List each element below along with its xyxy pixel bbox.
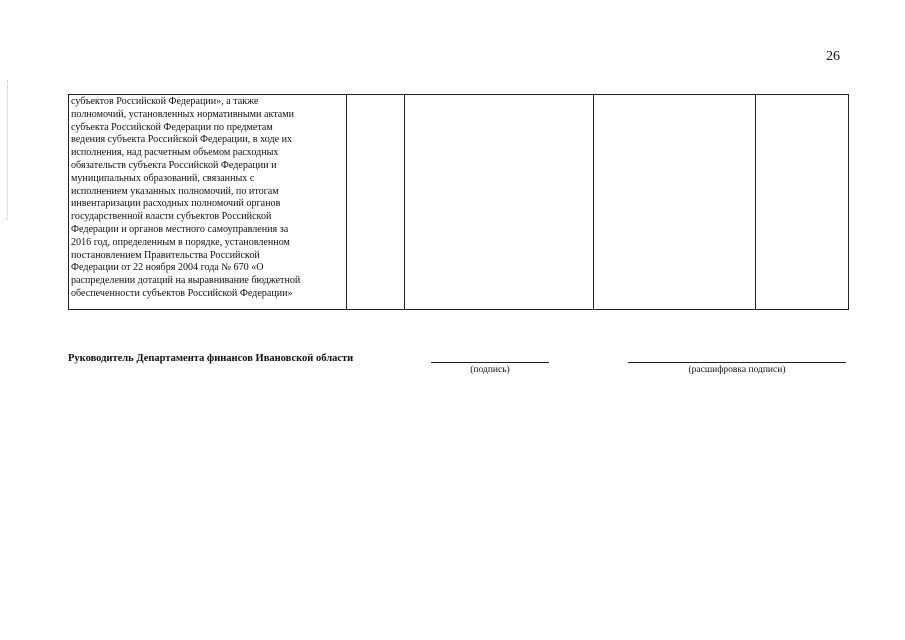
signature-line [431, 362, 549, 363]
signatory-position: Руководитель Департамента финансов Ивановской области [68, 353, 354, 364]
document-table [68, 94, 849, 310]
table-cell-empty [594, 95, 757, 309]
scan-margin-marks [7, 80, 10, 220]
name-decoding-line [628, 362, 846, 363]
name-decoding-caption: (расшифровка подписи) [688, 365, 786, 375]
table-cell-empty [405, 95, 594, 309]
table-cell-empty [347, 95, 405, 309]
signature-caption: (подпись) [470, 365, 510, 375]
signature-block [68, 353, 858, 383]
page-number: 26 [826, 49, 840, 64]
table-cell-description: субъектов Российской Федерации», а также полномочий, установленных нормативными актами субъекта Российской Федерации по предметам ведения субъекта Российской Федерации, в ходе их исполнения, над расчетным объемом расходных обязательств субъекта Российской Федерации и муниципальных образований, связанных с исполнением указанных полномочий, по итогам инвентаризации расходных полномочий органов государственной власти субъектов Российской Федерации и органов местного самоуправления за 2016 год, определенным в порядке, установленном постановлением Правительства Российской Федерации от 22 ноября 2004 года № 670 «О распределении дотаций на выравнивание бюджетной обеспеченности субъектов Российской Федерации» [69, 95, 347, 309]
table-cell-empty [756, 95, 848, 309]
